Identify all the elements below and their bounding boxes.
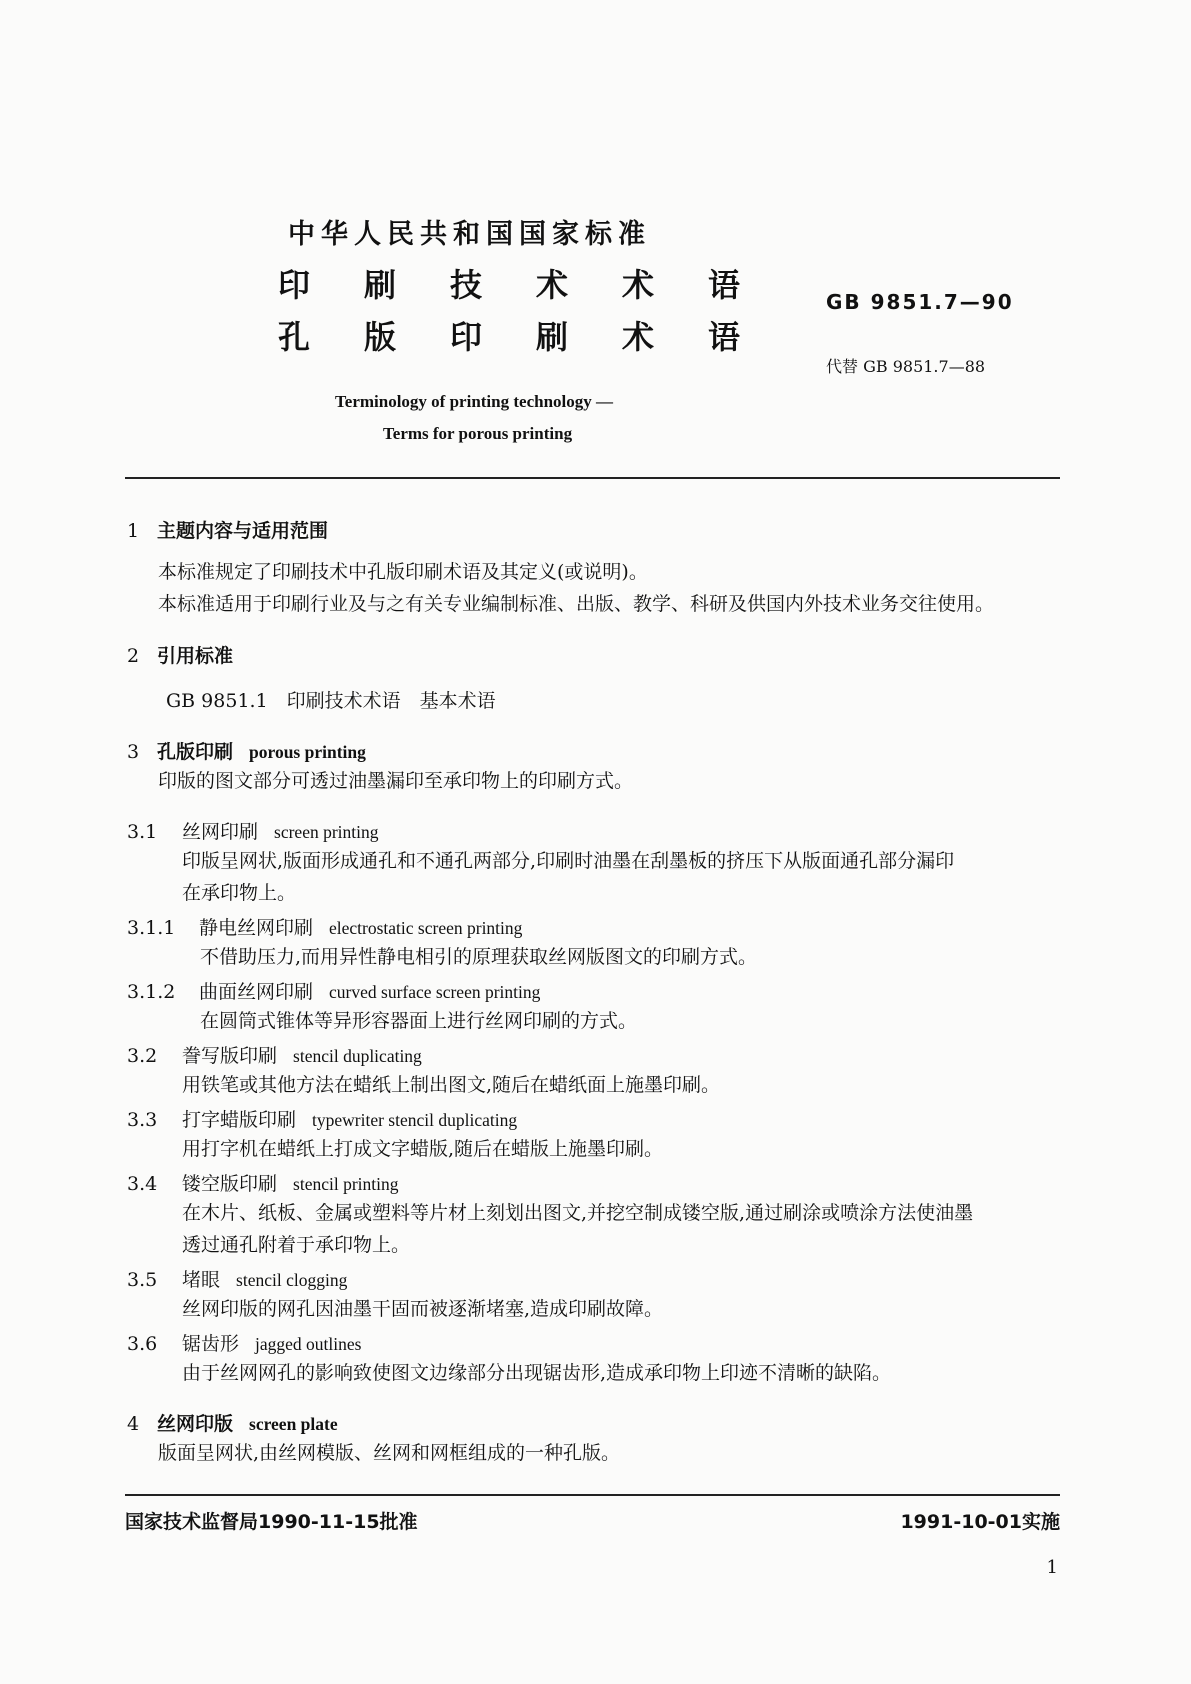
title-char: 刷 (536, 318, 569, 356)
term-title: 镂空版印刷 (182, 1173, 278, 1195)
section-1-p1: 本标准规定了印刷技术中孔版印刷术语及其定义(或说明)。 (158, 561, 648, 583)
term-english: typewriter stencil duplicating (312, 1110, 518, 1130)
section-3-1-def-2: 在承印物上。 (182, 882, 297, 904)
term-english: porous printing (249, 742, 366, 762)
section-4-heading (127, 1409, 338, 1436)
section-1-p2: 本标准适用于印刷行业及与之有关专业编制标准、出版、教学、科研及供国内外技术业务交往使用。 (158, 593, 995, 615)
title-char: 术 (622, 266, 655, 304)
term-english: screen plate (249, 1414, 338, 1434)
section-3-1-1-definition: 不借助压力,而用异性静电相引的原理获取丝网版图文的印刷方式。 (200, 946, 758, 968)
title-char: 术 (622, 318, 655, 356)
english-title-2: Terms for porous printing (383, 424, 573, 443)
page-number: 1 (1046, 1557, 1058, 1578)
section-number: 3.1.2 (127, 981, 176, 1003)
section-3-4-def-2: 透过通孔附着于承印物上。 (182, 1234, 411, 1256)
section-3-1-2-definition: 在圆筒式锥体等异形容器面上进行丝网印刷的方式。 (200, 1010, 638, 1032)
term-english: jagged outlines (255, 1334, 362, 1354)
section-3-definition: 印版的图文部分可透过油墨漏印至承印物上的印刷方式。 (158, 770, 634, 792)
approval-date: 国家技术监督局1990-11-15批准 (125, 1511, 418, 1533)
term-title: 丝网印版 (157, 1413, 234, 1435)
section-3-6-definition: 由于丝网网孔的影响致使图文边缘部分出现锯齿形,造成承印物上印迹不清晰的缺陷。 (182, 1362, 892, 1384)
replaces-code: 代替 GB 9851.7—88 (826, 357, 986, 376)
term-english: stencil duplicating (293, 1046, 422, 1066)
section-3-3-heading (127, 1105, 517, 1132)
title-char: 语 (708, 318, 741, 356)
term-english: screen printing (274, 822, 379, 842)
title-char: 技 (450, 266, 483, 304)
term-title: 静电丝网印刷 (199, 917, 314, 939)
section-3-1-def-1: 印版呈网状,版面形成通孔和不通孔两部分,印刷时油墨在刮墨板的挤压下从版面通孔部分漏印 (182, 850, 955, 872)
english-title-1: Terminology of printing technology — (335, 392, 613, 411)
section-3-6-heading (127, 1329, 361, 1356)
effective-date: 1991-10-01实施 (900, 1511, 1060, 1533)
section-number: 3.1 (127, 821, 158, 843)
term-title: 锯齿形 (182, 1333, 240, 1355)
section-number: 3.2 (127, 1045, 158, 1067)
section-3-2-heading (127, 1041, 422, 1068)
section-3-3-definition: 用打字机在蜡纸上打成文字蜡版,随后在蜡版上施墨印刷。 (182, 1138, 664, 1160)
section-number: 3.6 (127, 1333, 158, 1355)
section-3-4-def-1: 在木片、纸板、金属或塑料等片材上刻划出图文,并挖空制成镂空版,通过刷涂或喷涂方法使油墨 (182, 1202, 974, 1224)
section-number: 2 (127, 645, 140, 667)
title-char: 印 (450, 318, 483, 356)
section-3-5-definition: 丝网印版的网孔因油墨干固而被逐渐堵塞,造成印刷故障。 (182, 1298, 664, 1320)
section-3-4-heading (127, 1169, 399, 1196)
section-3-1-heading (127, 817, 379, 844)
section-3-5-heading (127, 1265, 347, 1292)
section-number: 3.3 (127, 1109, 158, 1131)
term-title: 堵眼 (182, 1269, 221, 1291)
country-standard-title: 中华人民共和国国家标准 (288, 219, 651, 250)
section-number: 3.5 (127, 1269, 158, 1291)
standard-code: GB 9851.7—90 (826, 290, 1014, 314)
title-char: 版 (364, 318, 397, 356)
section-3-1-1-heading (127, 913, 522, 940)
section-number: 1 (127, 520, 140, 542)
section-1-heading (127, 516, 328, 543)
title-char: 术 (536, 266, 569, 304)
term-english: electrostatic screen printing (329, 918, 523, 938)
section-3-2-definition: 用铁笔或其他方法在蜡纸上制出图文,随后在蜡纸面上施墨印刷。 (182, 1074, 721, 1096)
section-title: 主题内容与适用范围 (157, 520, 329, 542)
term-english: stencil printing (293, 1174, 399, 1194)
section-3-heading (127, 737, 366, 764)
section-title: 引用标准 (157, 645, 234, 667)
title-line-2 (278, 312, 794, 358)
title-line-1 (278, 260, 794, 306)
title-char: 孔 (278, 318, 311, 356)
term-english: stencil clogging (236, 1270, 348, 1290)
term-english: curved surface screen printing (329, 982, 541, 1002)
term-title: 孔版印刷 (157, 741, 234, 763)
title-char: 刷 (364, 266, 397, 304)
section-number: 3 (127, 741, 140, 763)
term-title: 曲面丝网印刷 (199, 981, 314, 1003)
footer-rule (125, 1494, 1060, 1496)
section-number: 4 (127, 1413, 140, 1435)
section-4-definition: 版面呈网状,由丝网模版、丝网和网框组成的一种孔版。 (158, 1442, 621, 1464)
section-number: 3.1.1 (127, 917, 176, 939)
title-char: 语 (708, 266, 741, 304)
term-title: 誊写版印刷 (182, 1045, 278, 1067)
header-rule (125, 477, 1060, 479)
title-char: 印 (278, 266, 311, 304)
term-title: 打字蜡版印刷 (182, 1109, 297, 1131)
section-2-reference: GB 9851.1 印刷技术术语 基本术语 (166, 690, 496, 712)
term-title: 丝网印刷 (182, 821, 259, 843)
section-2-heading (127, 641, 233, 668)
section-number: 3.4 (127, 1173, 158, 1195)
section-3-1-2-heading (127, 977, 540, 1004)
